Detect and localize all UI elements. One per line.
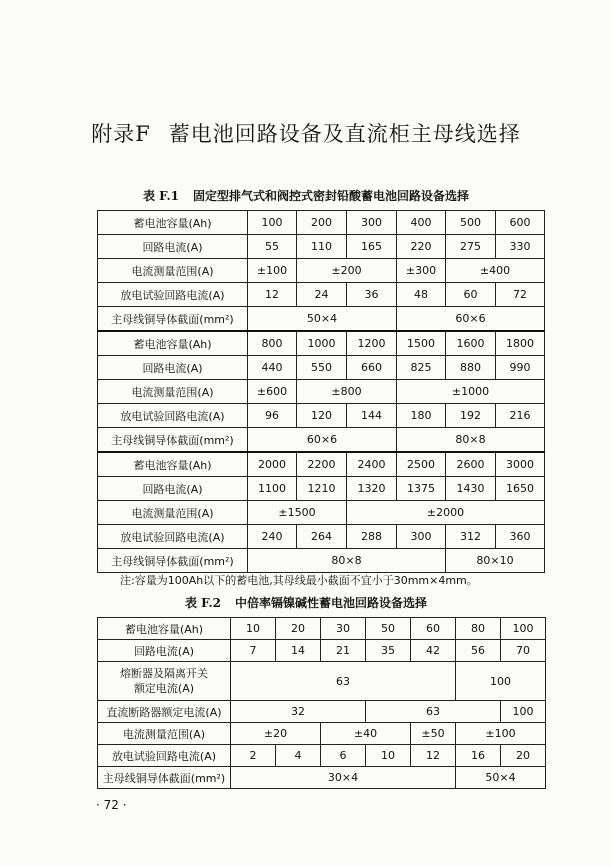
- table1-number: 表 F.1: [142, 189, 179, 203]
- table-row: [98, 404, 545, 428]
- table-cell: 80×8: [248, 549, 446, 573]
- table-cell: 2200: [297, 452, 347, 477]
- table-cell: 60×6: [397, 307, 545, 332]
- table-cell: 550: [297, 356, 347, 380]
- table-cell: 3000: [496, 452, 545, 477]
- table-cell: 35: [366, 640, 411, 662]
- table-cell: 80: [456, 618, 501, 640]
- row-label: 主母线铜导体截面(mm²): [98, 428, 248, 453]
- table-cell: ±400: [446, 259, 545, 283]
- table-cell: 360: [496, 525, 545, 549]
- table-cell: 2000: [248, 452, 297, 477]
- table-cell: 990: [496, 356, 545, 380]
- table-cell: 63: [231, 662, 456, 701]
- table-cell: ±1000: [397, 380, 545, 404]
- table-cell: 1200: [347, 331, 397, 356]
- table-cell: 12: [248, 283, 297, 307]
- table-row: [98, 549, 545, 573]
- table-cell: 10: [366, 745, 411, 767]
- table-row: [98, 662, 546, 701]
- table-cell: 400: [397, 211, 446, 235]
- row-label: 回路电流(A): [98, 477, 248, 501]
- table-cell: 1000: [297, 331, 347, 356]
- table2-number: 表 F.2: [184, 596, 221, 610]
- table-cell: 10: [231, 618, 276, 640]
- row-label: 电流测量范围(A): [98, 501, 248, 525]
- table-cell: 120: [297, 404, 347, 428]
- row-label: 蓄电池容量(Ah): [98, 618, 231, 640]
- table-row: [98, 235, 545, 259]
- table-cell: ±2000: [347, 501, 545, 525]
- table-cell: 220: [397, 235, 446, 259]
- table-cell: 24: [297, 283, 347, 307]
- row-label: 蓄电池容量(Ah): [98, 452, 248, 477]
- table-cell: 216: [496, 404, 545, 428]
- table-cell: 72: [496, 283, 545, 307]
- table-cell: 32: [231, 701, 366, 723]
- table-cell: ±20: [231, 723, 321, 745]
- table-cell: ±600: [248, 380, 297, 404]
- table-cell: 1320: [347, 477, 397, 501]
- table-cell: 63: [366, 701, 501, 723]
- table2-title: 中倍率镉镍碱性蓄电池回路设备选择: [235, 596, 428, 610]
- table-cell: 1430: [446, 477, 496, 501]
- row-label: 回路电流(A): [98, 235, 248, 259]
- table-row: [98, 283, 545, 307]
- appendix-title: 蓄电池回路设备及直流柜主母线选择: [168, 122, 521, 146]
- table-cell: 660: [347, 356, 397, 380]
- table-cell: 440: [248, 356, 297, 380]
- appendix-heading: [0, 118, 612, 148]
- table-cell: 1500: [397, 331, 446, 356]
- table-cell: 165: [347, 235, 397, 259]
- table-cell: ±100: [248, 259, 297, 283]
- table-cell: 12: [411, 745, 456, 767]
- table-cell: ±200: [297, 259, 397, 283]
- table-cell: 800: [248, 331, 297, 356]
- table-cell: 100: [456, 662, 546, 701]
- table-cell: ±800: [297, 380, 397, 404]
- row-label: 电流测量范围(A): [98, 380, 248, 404]
- row-label: 蓄电池容量(Ah): [98, 331, 248, 356]
- table-cell: 2600: [446, 452, 496, 477]
- table-cell: 312: [446, 525, 496, 549]
- table-row: [98, 640, 546, 662]
- table-row: [98, 723, 546, 745]
- table-row: [98, 618, 546, 640]
- row-label: 蓄电池容量(Ah): [98, 211, 248, 235]
- table-cell: ±300: [397, 259, 446, 283]
- table1-caption: [0, 187, 612, 204]
- table-f2: [97, 617, 546, 789]
- table-cell: 100: [501, 618, 546, 640]
- table-cell: 55: [248, 235, 297, 259]
- table-row: [98, 767, 546, 789]
- table-cell: 21: [321, 640, 366, 662]
- table-cell: 48: [397, 283, 446, 307]
- table-cell: 200: [297, 211, 347, 235]
- table-cell: 1650: [496, 477, 545, 501]
- table-cell: 42: [411, 640, 456, 662]
- table-cell: 20: [276, 618, 321, 640]
- table-cell: 300: [397, 525, 446, 549]
- table-cell: 20: [501, 745, 546, 767]
- row-label-fuse: [98, 662, 231, 701]
- table-cell: 70: [501, 640, 546, 662]
- table-cell: 1800: [496, 331, 545, 356]
- table-cell: 2400: [347, 452, 397, 477]
- table-row: [98, 525, 545, 549]
- table-cell: 1600: [446, 331, 496, 356]
- table-cell: 825: [397, 356, 446, 380]
- table-cell: 50×4: [248, 307, 397, 332]
- table-cell: 180: [397, 404, 446, 428]
- table-row: [98, 307, 545, 332]
- table1-title: 固定型排气式和阀控式密封铅酸蓄电池回路设备选择: [193, 189, 470, 203]
- table-cell: ±40: [321, 723, 411, 745]
- table-row: [98, 356, 545, 380]
- table1-note: 注:容量为100Ah以下的蓄电池,其母线最小截面不宜小于30mm×4mm。: [120, 574, 478, 587]
- table-cell: 14: [276, 640, 321, 662]
- row-label-line: 熔断器及隔离开关: [120, 667, 208, 680]
- table-cell: 1100: [248, 477, 297, 501]
- table-cell: 288: [347, 525, 397, 549]
- row-label: 回路电流(A): [98, 640, 231, 662]
- row-label: 放电试验回路电流(A): [98, 404, 248, 428]
- table-cell: 144: [347, 404, 397, 428]
- table-cell: 1375: [397, 477, 446, 501]
- table-cell: 4: [276, 745, 321, 767]
- table-cell: 50: [366, 618, 411, 640]
- table-cell: 275: [446, 235, 496, 259]
- table-cell: 110: [297, 235, 347, 259]
- row-label: 电流测量范围(A): [98, 259, 248, 283]
- table-cell: 1210: [297, 477, 347, 501]
- row-label: 主母线铜导体截面(mm²): [98, 549, 248, 573]
- row-label: 电流测量范围(A): [98, 723, 231, 745]
- table-cell: 30: [321, 618, 366, 640]
- table-row: [98, 701, 546, 723]
- row-label: 主母线铜导体截面(mm²): [98, 307, 248, 332]
- table-row: [98, 380, 545, 404]
- row-label: 放电试验回路电流(A): [98, 745, 231, 767]
- table-row: [98, 331, 545, 356]
- table-cell: 880: [446, 356, 496, 380]
- table-row: [98, 477, 545, 501]
- page-number: · 72 ·: [96, 798, 127, 812]
- row-label: 主母线铜导体截面(mm²): [98, 767, 231, 789]
- table-cell: 36: [347, 283, 397, 307]
- table-f1: [97, 210, 545, 573]
- table-cell: 60: [411, 618, 456, 640]
- table-cell: 30×4: [231, 767, 456, 789]
- table-cell: ±50: [411, 723, 456, 745]
- table-cell: 80×8: [397, 428, 545, 453]
- table-cell: 80×10: [446, 549, 545, 573]
- table-cell: ±100: [456, 723, 546, 745]
- row-label: 放电试验回路电流(A): [98, 525, 248, 549]
- table-cell: 100: [248, 211, 297, 235]
- table-cell: 2: [231, 745, 276, 767]
- table-cell: 500: [446, 211, 496, 235]
- appendix-label: 附录F: [91, 122, 151, 146]
- table-cell: 50×4: [456, 767, 546, 789]
- table-row: [98, 501, 545, 525]
- table-cell: 240: [248, 525, 297, 549]
- table-row: [98, 259, 545, 283]
- row-label: 放电试验回路电流(A): [98, 283, 248, 307]
- table-cell: 96: [248, 404, 297, 428]
- row-label: 回路电流(A): [98, 356, 248, 380]
- table-cell: 7: [231, 640, 276, 662]
- table-cell: 192: [446, 404, 496, 428]
- table-cell: 56: [456, 640, 501, 662]
- table-cell: 16: [456, 745, 501, 767]
- table-cell: ±1500: [248, 501, 347, 525]
- table-cell: 330: [496, 235, 545, 259]
- table-row: [98, 211, 545, 235]
- table-cell: 2500: [397, 452, 446, 477]
- row-label: 直流断路器额定电流(A): [98, 701, 231, 723]
- table-cell: 100: [501, 701, 546, 723]
- table2-caption: [0, 594, 612, 611]
- table-row: [98, 452, 545, 477]
- row-label-line: 额定电流(A): [133, 682, 195, 695]
- table-cell: 60×6: [248, 428, 397, 453]
- table-cell: 60: [446, 283, 496, 307]
- table-row: [98, 745, 546, 767]
- table-cell: 300: [347, 211, 397, 235]
- table-cell: 264: [297, 525, 347, 549]
- table-cell: 600: [496, 211, 545, 235]
- table-row: [98, 428, 545, 453]
- table-cell: 6: [321, 745, 366, 767]
